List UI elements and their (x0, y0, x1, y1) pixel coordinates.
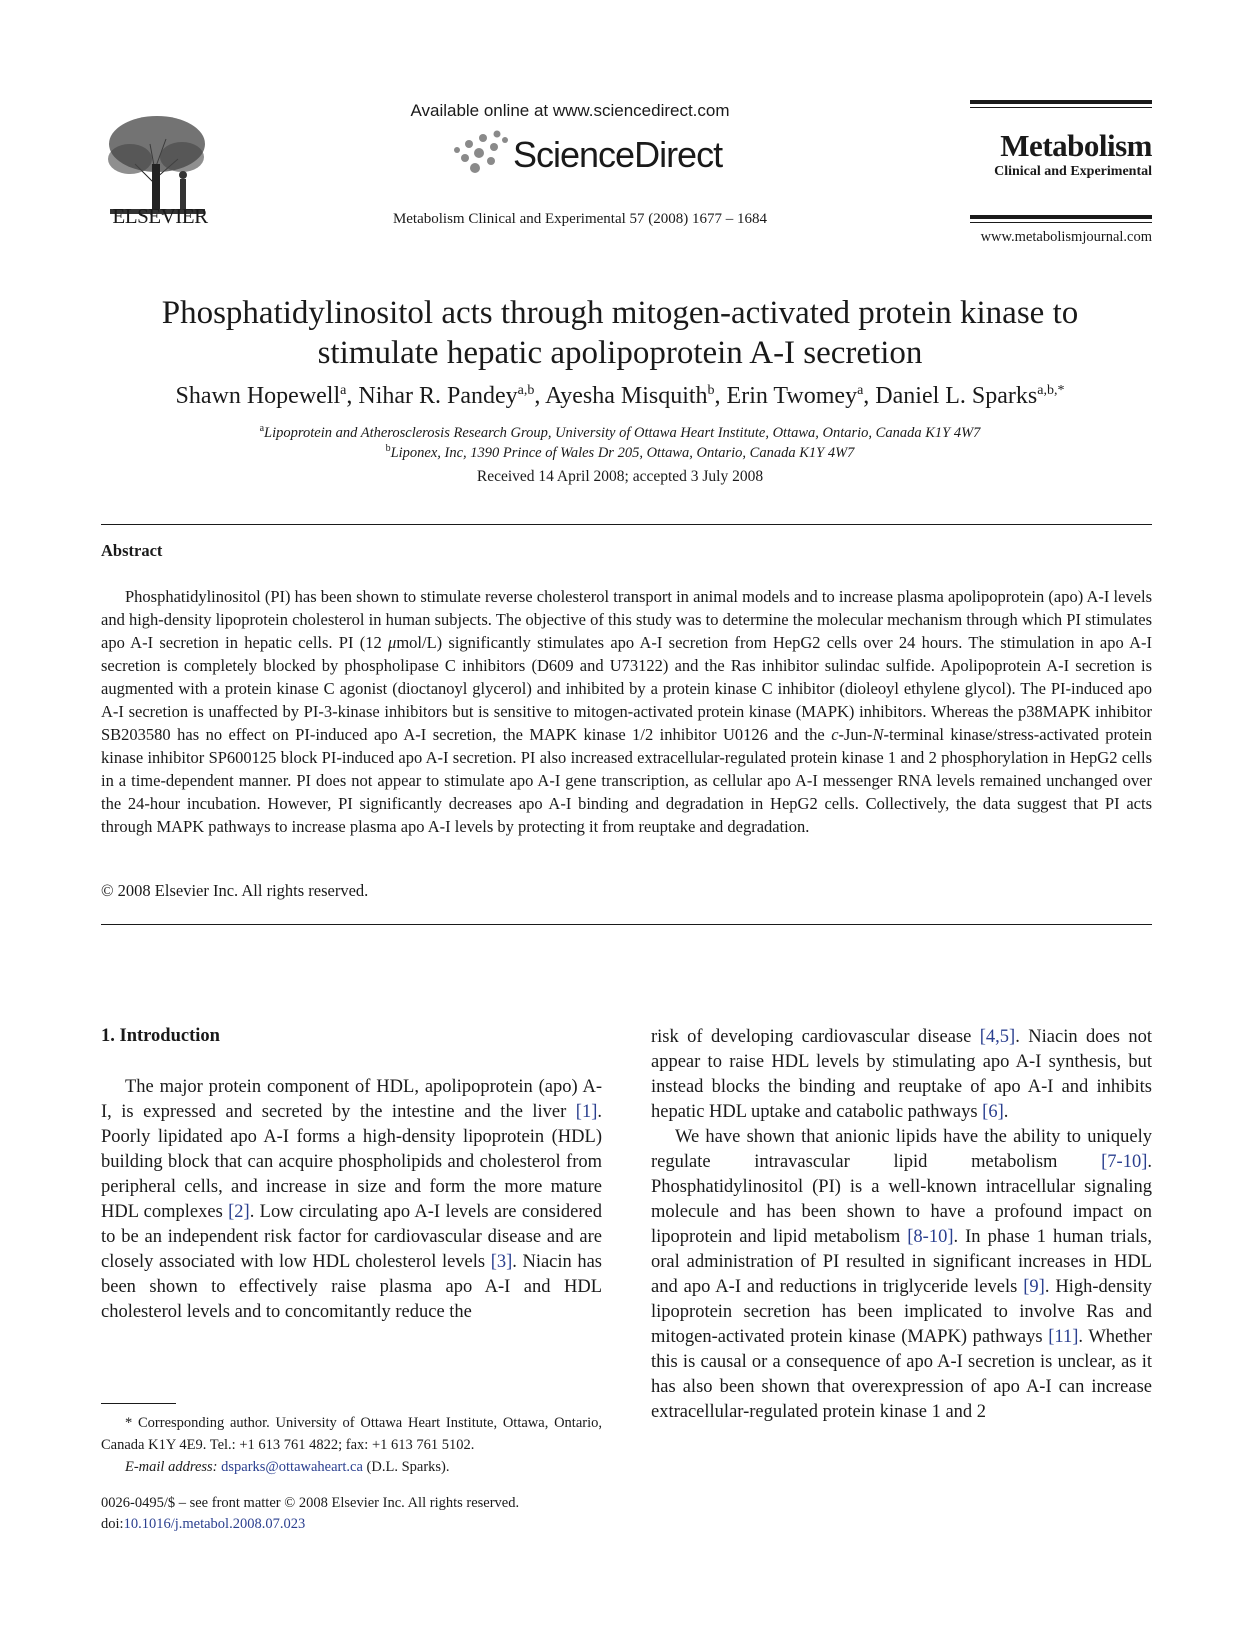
abstract-text-part2: mol/L) significantly stimulates apo A-I secretion from HepG2 cells over 24 hours. The stimulation in apo A-I secretion is completely blocked by phospholipase C inhibitors (D609 and U73122) and the Ras inhibitor sulindac sulfide. Apolipoprotein A-I secretion is augmented with a protein kinase C agonist (dioctanoyl glycerol) and inhibited by a protein kinase C inhibitor (dioleoyl ethylene glycol). The PI-induced apo A-I secretion is unaffected by PI-3-kinase inhibitors but is sensitive to mitogen-activated protein kinase (MAPK) inhibitors. Whereas the p38MAPK inhibitor SB203580 has no effect on PI-induced apo A-I secretion, the MAPK kinase 1/2 inhibitor U0126 and the (101, 633, 1152, 744)
abstract-heading: Abstract (101, 541, 163, 560)
abstract-copyright: © 2008 Elsevier Inc. All rights reserved. (101, 881, 369, 900)
author-name: Shawn Hopewell (175, 383, 341, 409)
affiliation-b-marker: b (385, 443, 391, 454)
abstract-jun: -Jun- (838, 725, 873, 744)
author-name: Ayesha Misquith (545, 383, 708, 409)
section-heading-introduction: 1. Introduction (101, 1026, 220, 1046)
front-matter-text: 0026-0495/$ – see front matter © 2008 Elsevier Inc. All rights reserved. (101, 1495, 520, 1511)
affiliation-a-marker: a (259, 423, 265, 434)
author-affiliation-marker: a (340, 383, 347, 398)
right-text-7: . High-density lipoprotein secretion has been implicated to involve Ras and mitogen-activated protein kinase (MAPK) pathways (651, 1277, 1152, 1347)
author-list (60, 383, 1180, 410)
article-title (80, 293, 1160, 373)
journal-bottom-rule-thin (970, 222, 1152, 223)
citation-link-4-5[interactable]: [4,5] (979, 1027, 1016, 1047)
right-text-6: . In phase 1 human trials, oral administration of PI resulted in significant increases in HDL and apo A-I and reductions in triglyceride levels (651, 1227, 1152, 1297)
article-title-line1: Phosphatidylinositol acts through mitogen-activated protein kinase to (161, 295, 1079, 331)
article-title-line2: stimulate hepatic apolipoprotein A-I secretion (317, 335, 923, 371)
corresponding-author-footnote (101, 1412, 602, 1478)
abstract-top-divider (101, 524, 1152, 525)
left-column-text (101, 1075, 602, 1325)
author-affiliation-marker: a (857, 383, 864, 398)
front-matter-note (101, 1493, 602, 1535)
abstract-text-part1: Phosphatidylinositol (PI) has been shown to stimulate reverse cholesterol transport in animal models and to increase plasma apolipoprotein (apo) A-I levels and high-density lipoprotein cholesterol in human subjects. The objective of this study was to determine the molecular mechanism through which PI stimulates apo A-I secretion in hepatic cells. PI (12 (101, 587, 1152, 652)
doi-label: doi: (101, 1516, 124, 1532)
citation-link-6[interactable]: [6] (982, 1102, 1004, 1122)
right-text-1: risk of developing cardiovascular disease (651, 1027, 980, 1047)
intro-text-3: . Low circulating apo A-I levels are considered to be an independent risk factor for cardiovascular disease and are closely associated with low HDL cholesterol levels (101, 1202, 602, 1272)
citation-link-3[interactable]: [3] (490, 1252, 513, 1272)
author-name: Nihar R. Pandey (358, 383, 518, 409)
affiliation-b-text: Liponex, Inc, 1390 Prince of Wales Dr 205, Ottawa, Ontario, Canada K1Y 4W7 (390, 444, 855, 461)
citation-link-7-10[interactable]: [7-10] (1101, 1152, 1148, 1172)
abstract-mu-symbol: μ (388, 633, 397, 652)
citation-link-8-10[interactable]: [8-10] (907, 1227, 954, 1247)
author-name: Erin Twomey (726, 383, 858, 409)
right-text-2: . Niacin does not appear to raise HDL levels by stimulating apo A-I synthesis, but instead blocks the binding and reuptake of apo A-I and inhibits hepatic HDL uptake and catabolic pathways (651, 1027, 1152, 1122)
author-separator: , (534, 383, 546, 409)
journal-name: Metabolism (1000, 128, 1152, 163)
affiliation-a-text: Lipoprotein and Atherosclerosis Research Group, University of Ottawa Heart Institute, Ottawa, Ontario, Canada K1Y 4W7 (264, 424, 981, 441)
abstract-body (101, 585, 1152, 838)
intro-text-2: . Poorly lipidated apo A-I forms a high-density lipoprotein (HDL) building block that can acquire phospholipids and cholesterol from peripheral cells, and increase in size and form the more mature HDL complexes (101, 1102, 602, 1222)
journal-masthead (970, 128, 1152, 180)
abstract-c-italic: c (831, 725, 839, 744)
abstract-bottom-divider (101, 924, 1152, 925)
email-label: E-mail address: (125, 1459, 218, 1475)
abstract-text-part3: -terminal kinase/stress-activated protein kinase inhibitor SP600125 block PI-induced apo A-I secretion. PI also increased extracellular-regulated protein kinase 1 and 2 phosphorylation in HepG2 cells in a time-dependent manner. PI does not appear to stimulate apo A-I gene transcription, as cellular apo A-I messenger RNA levels remained unchanged over the 24-hour incubation. However, PI significantly decreases apo A-I binding and degradation in HepG2 cells. Collectively, the data suggest that PI acts through MAPK pathways to increase plasma apo A-I levels by protecting it from reuptake and degradation. (101, 725, 1152, 836)
citation-link-1[interactable]: [1] (575, 1102, 598, 1122)
intro-text-1: The major protein component of HDL, apolipoprotein (apo) A-I, is expressed and secreted by the intestine and the liver (101, 1077, 602, 1122)
abstract-n-italic: N (872, 725, 884, 744)
email-suffix: (D.L. Sparks). (362, 1459, 450, 1475)
journal-top-rule-thin (970, 107, 1152, 108)
author-name: Daniel L. Sparks (875, 383, 1038, 409)
journal-citation: Metabolism Clinical and Experimental 57 (2008) 1677 – 1684 (392, 211, 768, 227)
intro-text-4: . Niacin has been shown to effectively raise plasma apo A-I and HDL cholesterol levels and to concomitantly reduce the (101, 1252, 602, 1322)
right-text-3: . (1003, 1102, 1009, 1122)
affiliation-a (100, 423, 1140, 442)
right-text-8: . Whether this is causal or a consequence of apo A-I secretion is unclear, as it has also been shown that overexpression of apo A-I can increase extracellular-regulated protein kinase 1 and 2 (651, 1327, 1153, 1422)
journal-bottom-rule (970, 215, 1152, 219)
elsevier-wordmark: ELSEVIER (112, 204, 208, 228)
right-text-5: . Phosphatidylinositol (PI) is a well-known intracellular signaling molecule and has been shown to have a profound impact on lipoprotein and lipid metabolism (651, 1152, 1152, 1247)
doi-line (101, 1514, 602, 1535)
citation-link-9[interactable]: [9] (1023, 1277, 1045, 1297)
author-separator: , (714, 383, 727, 409)
author-affiliation-marker: a,b (517, 383, 535, 398)
sciencedirect-wordmark: ScienceDirect (513, 134, 723, 175)
author-separator: , (346, 383, 359, 409)
author-separator: , (863, 383, 876, 409)
email-line (101, 1456, 602, 1478)
author-affiliation-marker: a,b,* (1037, 383, 1065, 398)
journal-subtitle: Clinical and Experimental (994, 164, 1152, 179)
journal-top-rule (970, 100, 1152, 104)
affiliation-b (100, 443, 1140, 462)
journal-url-link[interactable]: www.metabolismjournal.com (980, 229, 1152, 245)
citation-link-11[interactable]: [11] (1048, 1327, 1079, 1347)
author-affiliation-marker: b (707, 383, 715, 398)
corresponding-author-text: * Corresponding author. University of Ottawa Heart Institute, Ottawa, Ontario, Canada K1Y 4E9. Tel.: +1 613 761 4822; fax: +1 613 761 5102. (101, 1415, 602, 1453)
email-link[interactable]: dsparks@ottawaheart.ca (221, 1459, 363, 1475)
received-dates: Received 14 April 2008; accepted 3 July 2008 (476, 468, 764, 485)
right-column-text (651, 1025, 1152, 1425)
doi-link[interactable]: 10.1016/j.metabol.2008.07.023 (123, 1516, 306, 1532)
right-text-4: We have shown that anionic lipids have the ability to uniquely regulate intravascular lipid metabolism (651, 1127, 1152, 1172)
available-online-text[interactable]: Available online at www.sciencedirect.com (410, 101, 730, 120)
citation-link-2[interactable]: [2] (228, 1202, 250, 1222)
footnote-divider (101, 1403, 176, 1404)
